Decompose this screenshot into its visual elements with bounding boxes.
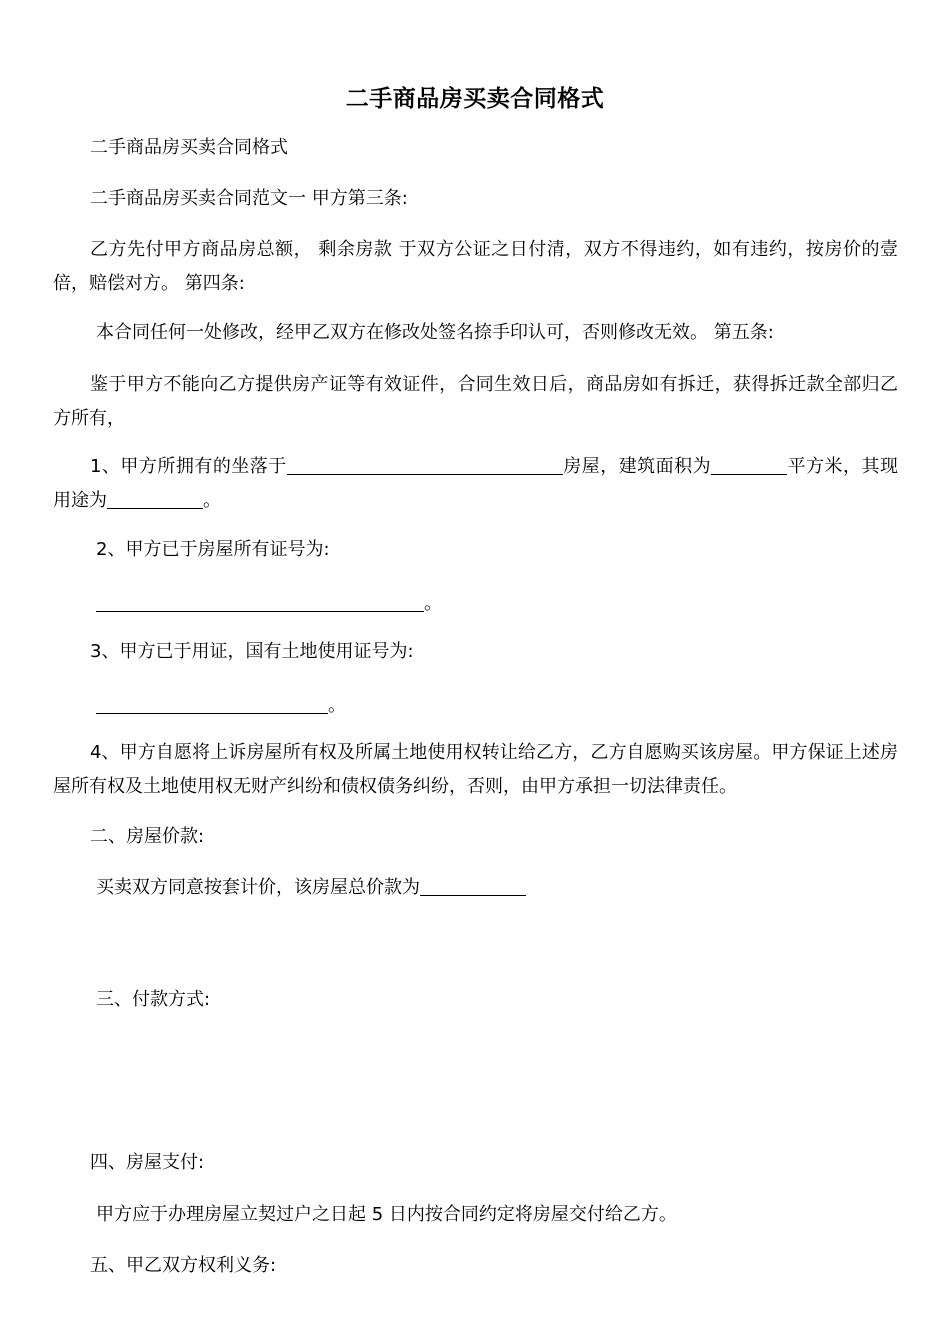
ownership-certificate-blank[interactable]: [96, 591, 424, 612]
paragraph-modification: 本合同任何一处修改，经甲乙双方在修改处签名捺手印认可，否则修改无效。 第五条:: [96, 322, 774, 343]
clause-1-text-d: 。: [203, 490, 221, 511]
clause-3-blank-line: [53, 689, 898, 723]
period: 。: [328, 695, 346, 716]
paragraph-heading: 二手商品房买卖合同格式: [90, 137, 288, 158]
clause-1: [53, 450, 898, 518]
paragraph-sample: 二手商品房买卖合同范文一 甲方第三条:: [90, 188, 408, 209]
section-price-text: [53, 871, 898, 905]
document-title: 二手商品房买卖合同格式: [345, 86, 605, 112]
paragraph-payment-terms: 乙方先付甲方商品房总额， 剩余房款 于双方公证之日付清，双方不得违约，如有违约，按房价的壹倍，赔偿对方。 第四条:: [53, 239, 898, 294]
area-blank[interactable]: [711, 454, 787, 475]
section-rights-heading: 五、甲乙双方权利义务:: [90, 1255, 277, 1276]
clause-1-text-a: 1、甲方所拥有的坐落于: [90, 456, 287, 477]
usage-blank[interactable]: [107, 488, 203, 509]
price-text: 买卖双方同意按套计价，该房屋总价款为: [96, 877, 420, 898]
section-price-heading: 二、房屋价款:: [90, 826, 205, 847]
clause-2-blank-line: [53, 587, 898, 621]
clause-2: 2、甲方已于房屋所有证号为:: [96, 539, 330, 560]
clause-4: 4、甲方自愿将上诉房屋所有权及所属土地使用权转让给乙方，乙方自愿购买该房屋。甲方保证上述房屋所有权及土地使用权无财产纠纷和债权债务纠纷，否则，由甲方承担一切法律责任。: [53, 742, 898, 797]
clause-1-text-c: 平方米，其现用途为: [53, 456, 899, 511]
section-payment-heading: 三、付款方式:: [96, 989, 211, 1010]
land-certificate-blank[interactable]: [96, 693, 328, 714]
section-delivery-heading: 四、房屋支付:: [90, 1152, 205, 1173]
clause-3: 3、甲方已于用证，国有土地使用证号为:: [90, 641, 414, 662]
total-price-blank[interactable]: [420, 875, 526, 896]
location-blank[interactable]: [287, 454, 563, 475]
paragraph-demolition: 鉴于甲方不能向乙方提供房产证等有效证件，合同生效日后，商品房如有拆迁，获得拆迁款全部归乙方所有，: [53, 374, 898, 429]
section-delivery-text: 甲方应于办理房屋立契过户之日起 5 日内按合同约定将房屋交付给乙方。: [96, 1204, 677, 1225]
clause-1-text-b: 房屋，建筑面积为: [562, 456, 712, 477]
period: 。: [424, 593, 442, 614]
